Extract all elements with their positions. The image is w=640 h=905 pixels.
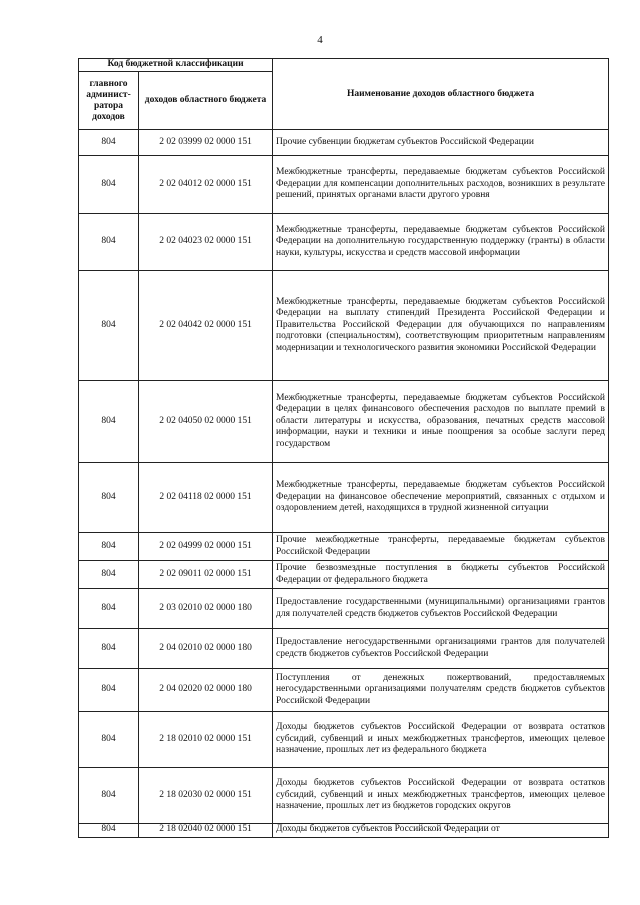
admin-code-cell: 804 bbox=[79, 589, 139, 629]
admin-code-cell: 804 bbox=[79, 712, 139, 768]
table-row bbox=[79, 271, 609, 381]
name-cell: Межбюджетные трансферты, передаваемые бюджетам субъектов Российской Федерации для компенсации дополнительных расходов, возникших в результате решений, принятых органами власти другого уровня bbox=[273, 156, 609, 214]
header-income: доходов областного бюджета bbox=[139, 72, 273, 130]
admin-code-cell: 804 bbox=[79, 130, 139, 156]
table-row bbox=[79, 589, 609, 629]
budget-code-cell: 2 02 04042 02 0000 151 bbox=[139, 271, 273, 381]
budget-code-cell: 2 02 09011 02 0000 151 bbox=[139, 561, 273, 589]
name-cell: Прочие субвенции бюджетам субъектов Российской Федерации bbox=[273, 130, 609, 156]
admin-code-cell: 804 bbox=[79, 561, 139, 589]
header-classification-code: Код бюджетной классификации bbox=[79, 59, 273, 72]
budget-code-cell: 2 02 04023 02 0000 151 bbox=[139, 214, 273, 271]
admin-code-cell: 804 bbox=[79, 669, 139, 712]
admin-code-cell: 804 bbox=[79, 214, 139, 271]
name-cell: Поступления от денежных пожертвований, предоставляемых негосударственными организациями получателям средств бюджетов субъектов Российской Федерации bbox=[273, 669, 609, 712]
name-cell: Прочие безвозмездные поступления в бюджеты субъектов Российской Федерации от федерального бюджета bbox=[273, 561, 609, 589]
admin-code-cell: 804 bbox=[79, 381, 139, 463]
table-row bbox=[79, 824, 609, 838]
table-row bbox=[79, 669, 609, 712]
budget-code-cell: 2 04 02020 02 0000 180 bbox=[139, 669, 273, 712]
table-row bbox=[79, 214, 609, 271]
budget-code-cell: 2 03 02010 02 0000 180 bbox=[139, 589, 273, 629]
name-cell: Межбюджетные трансферты, передаваемые бюджетам субъектов Российской Федерации на финансовое обеспечение мероприятий, связанных с отдыхом и оздоровлением детей, находящихся в трудной жизненной ситуации bbox=[273, 463, 609, 533]
budget-code-cell: 2 02 04118 02 0000 151 bbox=[139, 463, 273, 533]
table-row bbox=[79, 533, 609, 561]
budget-code-cell: 2 04 02010 02 0000 180 bbox=[139, 629, 273, 669]
table-row bbox=[79, 463, 609, 533]
table-row bbox=[79, 130, 609, 156]
table-row bbox=[79, 156, 609, 214]
name-cell: Межбюджетные трансферты, передаваемые бюджетам субъектов Российской Федерации на выплату стипендий Президента Российской Федерации и Правительства Российской Федерации для обучающихся по направлениям подготовки (специальностям), соответствующим приоритетным направлениям модернизации и технологического развития экономики Российской Федерации bbox=[273, 271, 609, 381]
budget-code-cell: 2 02 04050 02 0000 151 bbox=[139, 381, 273, 463]
budget-code-cell: 2 18 02010 02 0000 151 bbox=[139, 712, 273, 768]
page-number: 4 bbox=[317, 34, 323, 46]
budget-classification-table bbox=[78, 58, 609, 838]
header-admin: главного админист-ратора доходов bbox=[79, 72, 139, 130]
admin-code-cell: 804 bbox=[79, 533, 139, 561]
budget-code-cell: 2 02 04012 02 0000 151 bbox=[139, 156, 273, 214]
admin-code-cell: 804 bbox=[79, 271, 139, 381]
table-row bbox=[79, 768, 609, 824]
admin-code-cell: 804 bbox=[79, 463, 139, 533]
table-row bbox=[79, 629, 609, 669]
table-row bbox=[79, 712, 609, 768]
table-row bbox=[79, 561, 609, 589]
admin-code-cell: 804 bbox=[79, 156, 139, 214]
header-row-group bbox=[79, 59, 609, 72]
name-cell: Доходы бюджетов субъектов Российской Федерации от возврата остатков субсидий, субвенций и иных межбюджетных трансфертов, имеющих целевое назначение, прошлых лет из федерального бюджета bbox=[273, 712, 609, 768]
name-cell: Доходы бюджетов субъектов Российской Федерации от bbox=[273, 824, 609, 838]
name-cell: Прочие межбюджетные трансферты, передаваемые бюджетам субъектов Российской Федерации bbox=[273, 533, 609, 561]
name-cell: Доходы бюджетов субъектов Российской Федерации от возврата остатков субсидий, субвенций и иных межбюджетных трансфертов, имеющих целевое назначение, прошлых лет из бюджетов городских округов bbox=[273, 768, 609, 824]
table-row bbox=[79, 381, 609, 463]
name-cell: Межбюджетные трансферты, передаваемые бюджетам субъектов Российской Федерации в целях финансового обеспечения расходов по выплате премий в области литературы и искусства, образования, печатных средств массовой информации, науки и техники и иные поощрения за особые заслуги перед государством bbox=[273, 381, 609, 463]
admin-code-cell: 804 bbox=[79, 629, 139, 669]
admin-code-cell: 804 bbox=[79, 824, 139, 838]
name-cell: Предоставление государственными (муниципальными) организациями грантов для получателей средств бюджетов субъектов Российской Федерации bbox=[273, 589, 609, 629]
name-cell: Межбюджетные трансферты, передаваемые бюджетам субъектов Российской Федерации на дополнительную государственную поддержку (гранты) в области науки, культуры, искусства и средств массовой информации bbox=[273, 214, 609, 271]
budget-code-cell: 2 02 03999 02 0000 151 bbox=[139, 130, 273, 156]
name-cell: Предоставление негосударственными организациями грантов для получателей средств бюджетов субъектов Российской Федерации bbox=[273, 629, 609, 669]
admin-code-cell: 804 bbox=[79, 768, 139, 824]
header-name: Наименование доходов областного бюджета bbox=[273, 59, 609, 130]
budget-code-cell: 2 02 04999 02 0000 151 bbox=[139, 533, 273, 561]
budget-code-cell: 2 18 02040 02 0000 151 bbox=[139, 824, 273, 838]
budget-code-cell: 2 18 02030 02 0000 151 bbox=[139, 768, 273, 824]
